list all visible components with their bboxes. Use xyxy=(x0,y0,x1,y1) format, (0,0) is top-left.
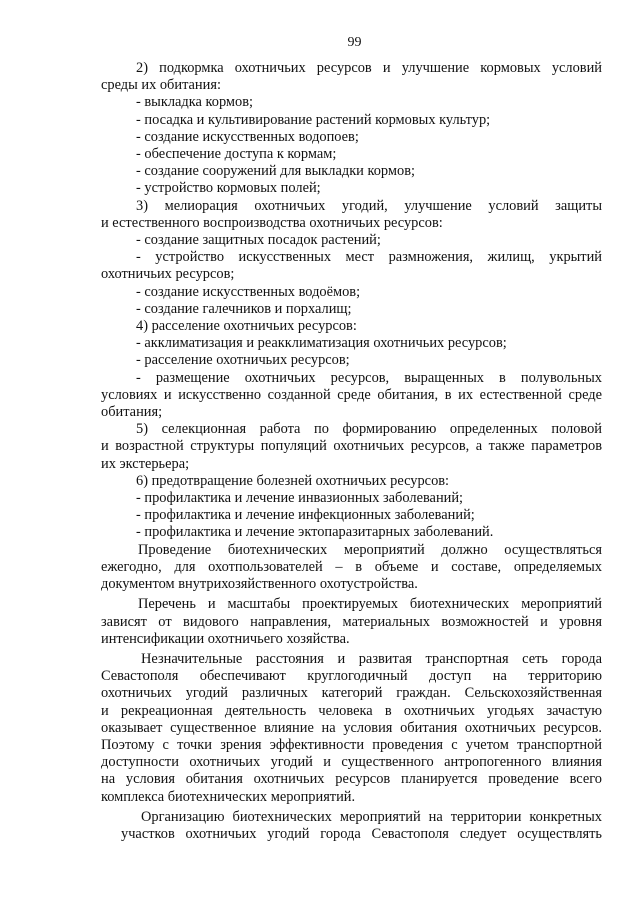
list-item: - акклиматизация и реакклиматизация охотничьих ресурсов; xyxy=(136,335,507,352)
paragraph-line: Перечень и масштабы проектируемых биотехнических мероприятий xyxy=(138,596,602,613)
paragraph-line: и возрастной структуры популяций охотничьих ресурсов, а также параметров xyxy=(101,438,602,455)
paragraph-line: Поэтому с точки зрения эффективности проведения с учетом транспортной xyxy=(101,736,602,753)
list-item: - профилактика и лечение эктопаразитарных заболеваний. xyxy=(136,524,494,541)
list-item: - профилактика и лечение инфекционных заболеваний; xyxy=(136,507,475,524)
list-item: - посадка и культивирование растений кормовых культур; xyxy=(136,111,491,128)
list-item-line: условиях и искусственно созданной среде обитания, в их естественной среде xyxy=(101,386,602,403)
document-page xyxy=(101,34,602,843)
list-item: - профилактика и лечение инвазионных заболеваний; xyxy=(136,490,464,507)
paragraph-line: оказывает существенное влияние на условия обитания охотничьих ресурсов. xyxy=(101,719,602,736)
paragraph-line: комплекса биотехнических мероприятий. xyxy=(101,788,356,805)
list-item-line: обитания; xyxy=(101,404,163,421)
list-item: - создание галечников и порхалищ; xyxy=(136,300,352,317)
paragraph-line: доступности охотничьих угодий и существенного антропогенного влияния xyxy=(101,754,602,771)
list-item-line: охотничьих ресурсов; xyxy=(101,266,235,283)
paragraph-line: 3) мелиорация охотничьих угодий, улучшение условий защиты xyxy=(136,197,602,214)
list-item-line: - устройство искусственных мест размножения, жилищ, укрытий xyxy=(136,249,602,266)
paragraph-line: интенсификации охотничьего хозяйства. xyxy=(101,630,350,647)
list-item: - создание искусственных водопоев; xyxy=(136,128,359,145)
list-item: - обеспечение доступа к кормам; xyxy=(136,146,337,163)
paragraph-line: и рекреационная деятельность человека в охотничьих угодьях зачастую xyxy=(101,702,602,719)
paragraph-line: зависят от видового направления, материальных возможностей и уровня xyxy=(101,613,602,630)
paragraph-line: Севастополя обеспечивают круглогодичный доступ на территорию xyxy=(101,668,602,685)
list-item: - создание сооружений для выкладки кормов; xyxy=(136,163,416,180)
list-item: - создание искусственных водоёмов; xyxy=(136,283,361,300)
paragraph-line: Организацию биотехнических мероприятий на территории конкретных xyxy=(141,808,602,825)
paragraph-line: участков охотничьих угодий города Севастополя следует осуществлять xyxy=(121,825,602,842)
list-item: - создание защитных посадок растений; xyxy=(136,232,381,249)
paragraph-line: среды их обитания: xyxy=(101,77,221,94)
list-item: - расселение охотничьих ресурсов; xyxy=(136,352,350,369)
paragraph-line: на условия обитания охотничьих ресурсов планируется проведение всего xyxy=(101,771,602,788)
paragraph-line: их экстерьера; xyxy=(101,455,190,472)
paragraph-line: Проведение биотехнических мероприятий должно осуществляться xyxy=(138,541,602,558)
paragraph-line: и естественного воспроизводства охотничьих ресурсов: xyxy=(101,214,443,231)
list-item: 4) расселение охотничьих ресурсов: xyxy=(136,318,357,335)
paragraph-line: документом внутрихозяйственного охотустройства. xyxy=(101,576,418,593)
list-item: - выкладка кормов; xyxy=(136,94,254,111)
paragraph-line: охотничьих угодий различных категорий граждан. Сельскохозяйственная xyxy=(101,685,602,702)
page-number: 99 xyxy=(347,35,362,50)
paragraph-line: 2) подкормка охотничьих ресурсов и улучшение кормовых условий xyxy=(136,60,602,76)
paragraph-line: 5) селекционная работа по формированию определенных половой xyxy=(136,421,602,438)
list-item: 6) предотвращение болезней охотничьих ресурсов: xyxy=(136,472,450,489)
list-item-line: - размещение охотничьих ресурсов, выращенных в полувольных xyxy=(136,369,602,386)
paragraph-line: ежегодно, для охотпользователей – в объеме и составе, определяемых xyxy=(101,558,602,575)
list-item: - устройство кормовых полей; xyxy=(136,180,321,197)
paragraph-line: Незначительные расстояния и развитая транспортная сеть города xyxy=(141,650,602,667)
